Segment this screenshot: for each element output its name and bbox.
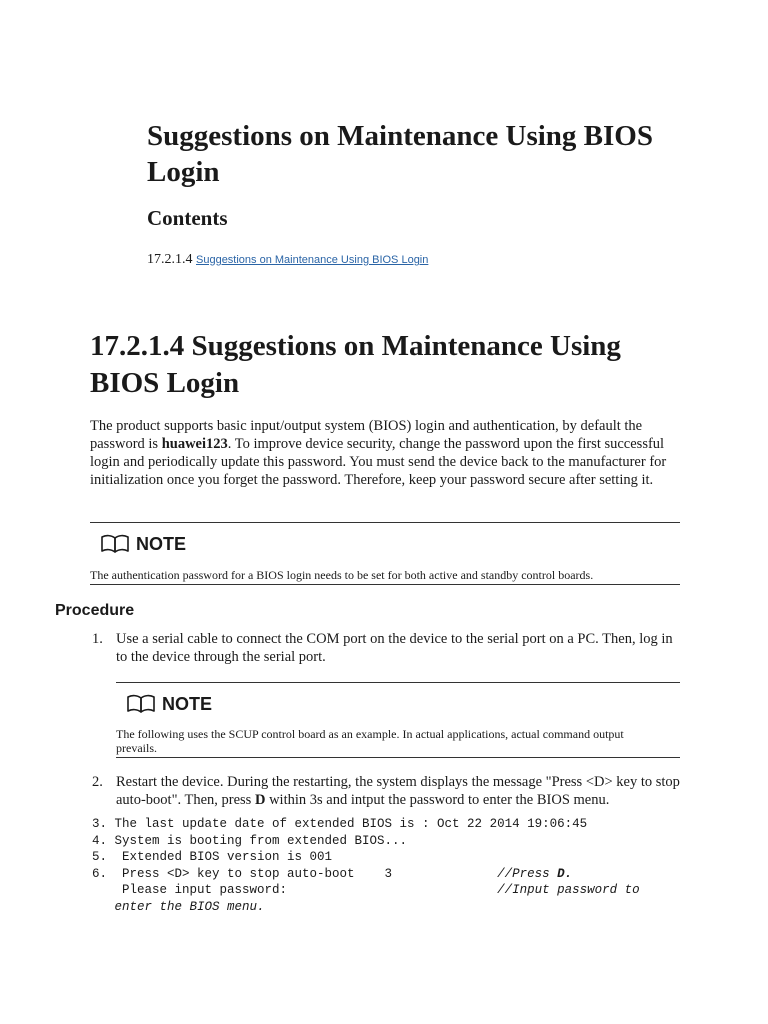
code-text: Please input password: xyxy=(92,883,498,898)
book-icon xyxy=(126,694,156,714)
step-text: Use a serial cable to connect the COM port on the device to the serial port on a PC. Then, log in to the device through the serial port. xyxy=(116,631,673,665)
code-line: 3. The last update date of extended BIOS is : Oct 22 2014 19:06:45 xyxy=(92,817,588,831)
toc-number: 17.2.1.4 xyxy=(147,252,193,267)
code-line: 5. Extended BIOS version is 001 xyxy=(92,850,333,865)
step-2 xyxy=(92,773,692,813)
note-box-2 xyxy=(116,682,680,758)
code-line xyxy=(92,882,712,899)
code-line: enter the BIOS menu. xyxy=(92,899,265,914)
code-text: 6. Press <D> key to stop auto-boot 3 xyxy=(92,866,498,881)
step-number: 2. xyxy=(92,774,103,790)
book-icon xyxy=(100,534,130,554)
intro-text-2: . To improve device security, change the password upon the first successful login and periodically update this password. You must send the device back to the manufacturer for initialization once you forget the password. Therefore, keep your password secure after setting it. xyxy=(90,436,667,488)
step-text-2: within 3s and intput the password to enter the BIOS menu. xyxy=(265,792,610,808)
code-line xyxy=(92,866,712,883)
step-text xyxy=(116,773,686,809)
code-block xyxy=(92,816,712,916)
note-label: NOTE xyxy=(136,533,187,554)
default-password: huawei123 xyxy=(161,436,228,452)
intro-text-1: The product supports basic input/output system (BIOS) login and authentication, by default the password is xyxy=(90,418,643,452)
step-text-1: Restart the device. During the restarting, the system displays the message "Press <D> key to stop auto-boot". Then, press xyxy=(116,774,680,808)
note-text: The authentication password for a BIOS login needs to be set for both active and standby control boards. xyxy=(90,568,594,582)
procedure-heading: Procedure xyxy=(55,602,135,619)
key-name: D xyxy=(254,792,266,808)
code-comment-key: D. xyxy=(557,866,573,881)
step-1 xyxy=(92,630,692,670)
note-header xyxy=(100,533,186,555)
code-line: 4. System is booting from extended BIOS... xyxy=(92,833,408,848)
note-header xyxy=(126,693,212,715)
note-text: The following uses the SCUP control board as an example. In actual applications, actual command output prevails. xyxy=(116,727,624,755)
intro-paragraph xyxy=(90,417,690,489)
section-title: 17.2.1.4 Suggestions on Maintenance Using BIOS Login xyxy=(90,330,621,399)
code-comment: //Input password to xyxy=(497,883,640,898)
step-number: 1. xyxy=(92,631,103,647)
toc-entry xyxy=(147,251,428,269)
document-title: Suggestions on Maintenance Using BIOS Login xyxy=(147,120,653,188)
note-label: NOTE xyxy=(162,693,213,714)
toc-link[interactable]: Suggestions on Maintenance Using BIOS Login xyxy=(196,254,429,266)
note-box-1 xyxy=(90,522,680,585)
contents-heading: Contents xyxy=(147,206,228,230)
code-comment: //Press xyxy=(497,866,558,881)
